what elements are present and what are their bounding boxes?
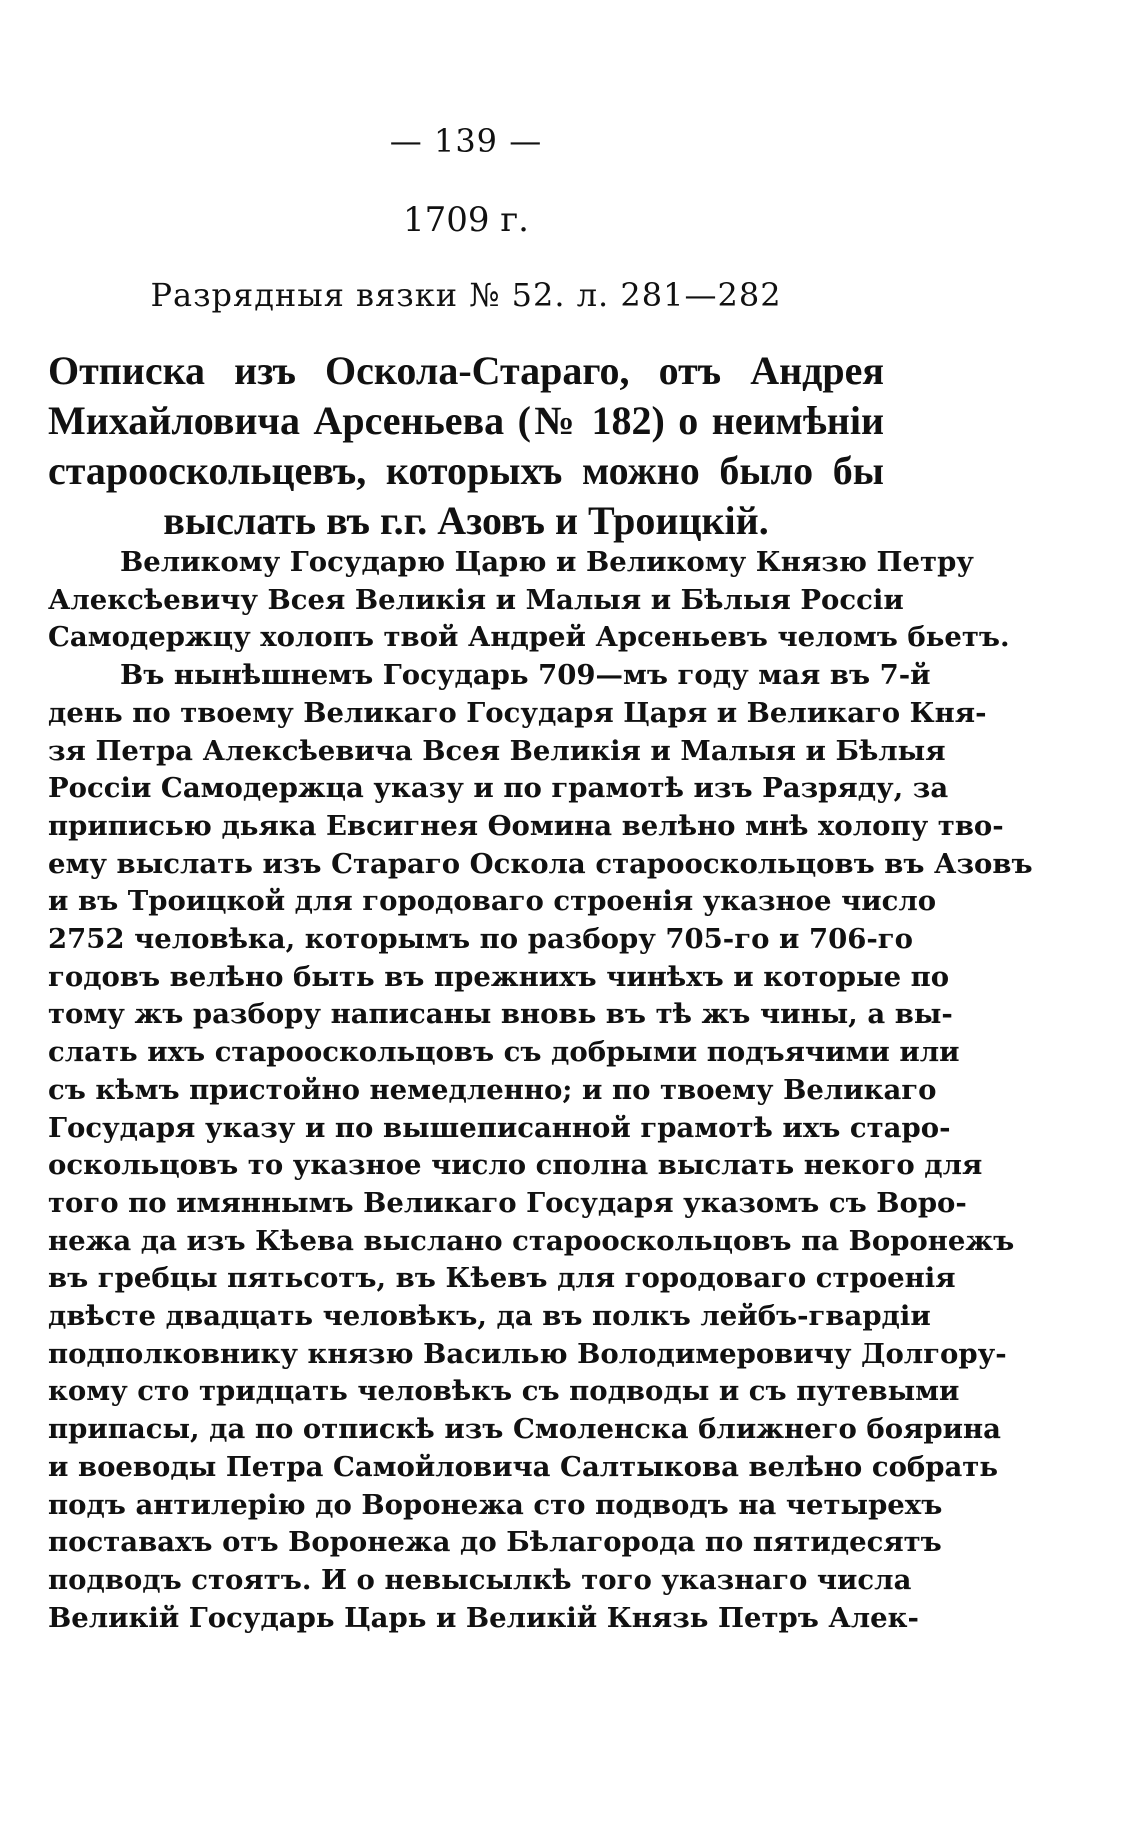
- body-line: поставахъ отъ Воронежа до Бѣлагорода по пятидесятъ: [48, 1526, 942, 1559]
- body-line: и воеводы Петра Самойловича Салтыкова велѣно собрать: [48, 1450, 999, 1483]
- body-line: подполковнику князю Василью Володимеровичу Долгору-: [48, 1337, 1007, 1370]
- body-line: день по твоему Великаго Государя Царя и Великаго Кня-: [48, 696, 987, 729]
- body-line: того по имяннымъ Великаго Государя указомъ съ Воро-: [48, 1186, 967, 1219]
- body-line: подводъ стоятъ. И о невысылкѣ того указнаго числа: [48, 1563, 912, 1596]
- body-line: Великому Государю Царю и Великому Князю Петру: [120, 546, 974, 578]
- title-line: Михайловича Арсеньева (№ 182) о неимѣніи: [48, 398, 884, 443]
- document-body: [48, 544, 1033, 1637]
- body-line: оскольцовъ то указное число сполна выслать некого для: [48, 1149, 983, 1182]
- title-line: выслать въ г.г. Азовъ и Троицкій.: [163, 498, 769, 543]
- body-line: Въ нынѣшнемъ Государь 709—мъ году мая въ 7-й: [120, 659, 931, 692]
- title-line: Отписка изъ Оскола-Стараго, отъ Андрея: [48, 348, 884, 393]
- body-line: двѣсте двадцать человѣкъ, да въ полкъ лейбъ-гвардіи: [48, 1300, 931, 1333]
- archive-reference: Разрядныя вязки № 52. л. 281—282: [150, 276, 782, 314]
- body-line: Самодержцу холопъ твой Андрей Арсеньевъ челомъ бьетъ.: [48, 621, 1010, 654]
- body-line: Алексѣевичу Всея Великія и Малыя и Бѣлыя Россіи: [48, 583, 904, 616]
- body-line: Россіи Самодержца указу и по грамотѣ изъ Разряду, за: [48, 772, 949, 805]
- body-line: Великій Государь Царь и Великій Князь Петръ Алек-: [48, 1601, 919, 1634]
- body-line: 2752 человѣка, которымъ по разбору 705-го и 706-го: [48, 923, 913, 956]
- body-line: съ кѣмъ пристойно немедленно; и по твоему Великаго: [48, 1073, 937, 1106]
- body-line: тому жъ разбору написаны вновь въ тѣ жъ чины, а вы-: [48, 998, 953, 1031]
- body-line: и въ Троицкой для городоваго строенія указное число: [48, 885, 937, 918]
- title-line: старооскольцевъ, которыхъ можно было бы: [48, 448, 884, 493]
- body-line: зя Петра Алексѣевича Всея Великія и Малыя и Бѣлыя: [48, 734, 946, 767]
- body-line: въ гребцы пятьсотъ, въ Кѣевъ для городоваго строенія: [48, 1262, 956, 1295]
- page-number: — 139 —: [389, 122, 543, 160]
- body-line: слать ихъ старооскольцовъ съ добрыми подъячими или: [48, 1036, 960, 1069]
- body-line: подъ антилерію до Воронежа сто подводъ на четырехъ: [48, 1488, 943, 1521]
- body-line: приписью дьяка Евсигнея Ѳомина велѣно мнѣ холопу тво-: [48, 809, 1004, 842]
- body-line: ему выслать изъ Стараго Оскола старооскольцовъ въ Азовъ: [48, 847, 1033, 880]
- document-year: 1709 г.: [403, 200, 529, 240]
- body-line: нежа да изъ Кѣева выслано старооскольцовъ па Воронежъ: [48, 1224, 1015, 1257]
- document-title: [48, 346, 884, 546]
- body-line: Государя указу и по вышеписанной грамотѣ ихъ старо-: [48, 1111, 951, 1144]
- body-line: кому сто тридцать человѣкъ съ подводы и съ путевыми: [48, 1375, 960, 1408]
- body-line: припасы, да по отпискѣ изъ Смоленска ближнего боярина: [48, 1413, 1001, 1446]
- body-line: годовъ велѣно быть въ прежнихъ чинѣхъ и которые по: [48, 960, 950, 993]
